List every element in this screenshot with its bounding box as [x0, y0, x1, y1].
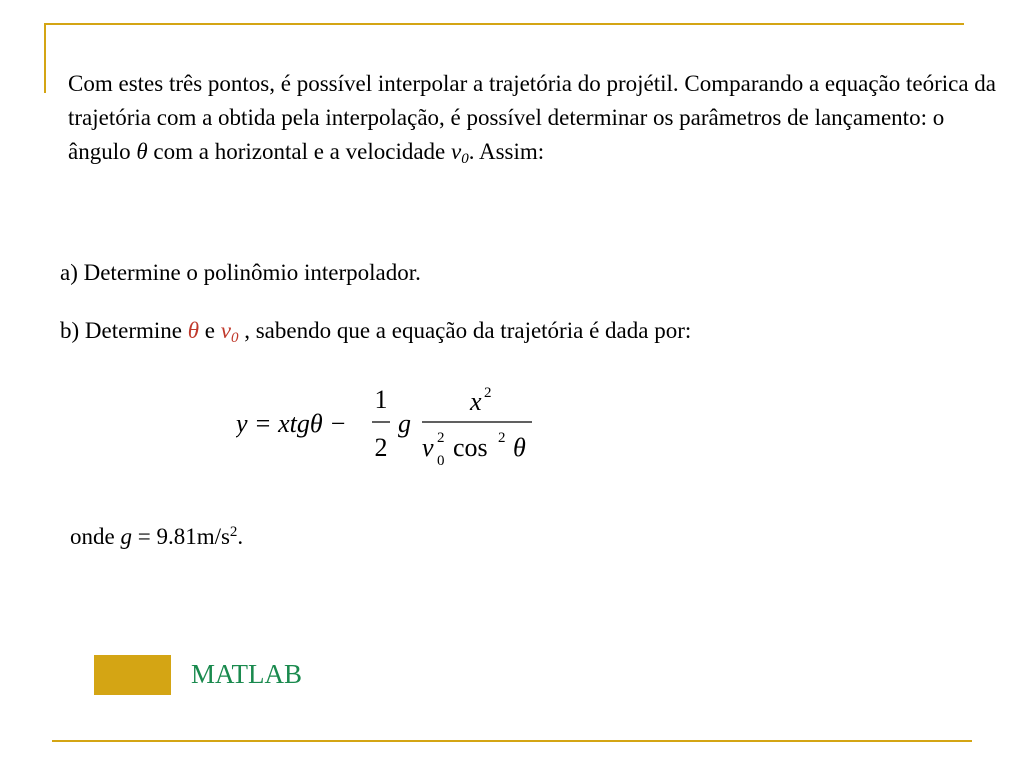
- den-v-symbol: v: [422, 433, 434, 462]
- question-b-v0: [220, 318, 239, 346]
- den-cos: cos: [453, 433, 488, 462]
- fraction-numerator-x: x: [470, 387, 482, 416]
- question-b-theta: θ: [187, 318, 200, 343]
- trajectory-equation: [236, 378, 546, 468]
- half-denominator: 2: [374, 433, 388, 462]
- intro-text-2: com a horizontal e a velocidade: [147, 139, 452, 164]
- onde-prefix: onde: [70, 524, 121, 549]
- half-numerator: 1: [374, 385, 388, 414]
- den-v-exp: 2: [437, 430, 445, 446]
- den-theta: θ: [513, 433, 526, 462]
- question-b-v: v: [220, 318, 231, 343]
- onde-exp: 2: [229, 524, 238, 540]
- question-a: a) Determine o polinômio interpolador.: [60, 260, 421, 285]
- matlab-button-swatch[interactable]: [94, 655, 171, 695]
- intro-paragraph: [68, 67, 998, 169]
- question-b-prefix: b) Determine: [60, 318, 188, 343]
- intro-text-1: Com estes três pontos, é possível interpolar a trajetória do projétil. Comparando a equação teórica da trajetória com a obtida pela interpolação, é possível determinar os parâmetros de lançamento: o ângulo: [68, 71, 997, 164]
- top-border-line: [44, 23, 964, 25]
- equation-lhs: y = xtgθ −: [236, 409, 347, 438]
- gravity-symbol: g: [398, 409, 411, 438]
- den-v-sub: 0: [437, 453, 445, 468]
- fraction-numerator-exp: 2: [484, 385, 492, 401]
- question-b: [60, 316, 691, 346]
- v-symbol: v: [451, 139, 462, 164]
- bottom-border-line: [52, 740, 972, 742]
- den-cos-exp: 2: [498, 430, 506, 446]
- onde-g: g: [120, 524, 132, 549]
- theta-symbol: θ: [136, 139, 148, 164]
- question-b-middle: e: [199, 318, 221, 343]
- gravity-definition: [70, 522, 243, 552]
- question-b-suffix: , sabendo que a equação da trajetória é dada por:: [238, 318, 692, 343]
- intro-text-3: . Assim:: [468, 139, 545, 164]
- onde-suffix: .: [237, 524, 244, 549]
- onde-value: = 9.81m/s: [131, 524, 230, 549]
- matlab-link[interactable]: MATLAB: [191, 659, 303, 689]
- question-b-v-sub: 0: [230, 330, 239, 346]
- v-subscript: 0: [461, 151, 469, 167]
- left-border-line: [44, 23, 46, 93]
